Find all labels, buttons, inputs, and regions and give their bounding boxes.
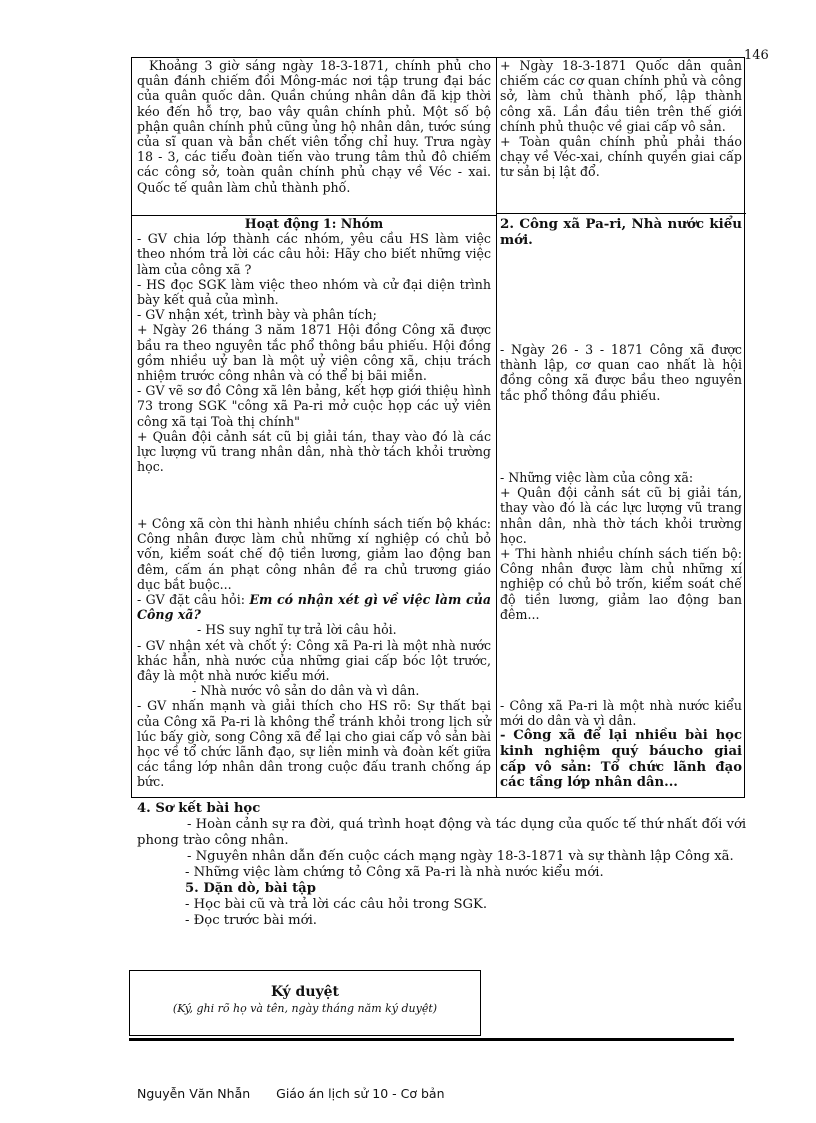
uprising-paragraph: Khoảng 3 giờ sáng ngày 18-3-1871, chính phủ cho quân đánh chiếm đồi Mông-mác nơi tập trung đại bác của quân quốc dân. Quần chúng nhân dân đã kịp thời kéo đến hỗ trợ, bao vây quân chính phủ. Một số bộ phận quân chính phủ cũng ủng hộ nhân dân, tước súng của sĩ quan và bắn chết viên tổng chỉ huy. Trưa ngày 18 - 3, các tiểu đoàn tiến vào trung tâm thủ đô chiếm các công sở, toàn quân chính phủ chạy về Véc - xai. Quốc tế quân làm chủ thành phố. bbox=[137, 58, 491, 195]
question-prefix: - GV đặt câu hỏi: bbox=[137, 592, 250, 608]
summary-item: - Hoàn cảnh sự ra đời, quá trình hoạt động và tác dụng của quốc tế thứ nhất đối với phong trào công nhân. bbox=[137, 817, 747, 848]
approval-title: Ký duyệt bbox=[270, 984, 340, 1000]
column-divider bbox=[496, 58, 497, 797]
page-number: 146 bbox=[744, 48, 769, 63]
activity-heading: Hoạt động 1: Nhóm bbox=[244, 216, 384, 231]
activity-instruction: - GV chia lớp thành các nhóm, yêu cầu HS làm việc theo nhóm trả lời các câu hỏi: Hãy cho biết những việc làm của công xã ? bbox=[137, 231, 491, 277]
retreat-paragraph: + Toàn quân chính phủ phải tháo chạy về Véc-xai, chính quyền giai cấp tư sản bị lật đổ. bbox=[500, 134, 742, 180]
homework-item: - Học bài cũ và trả lời các câu hỏi trong SGK. bbox=[185, 897, 488, 912]
student-task: - HS đọc SGK làm việc theo nhóm và cử đại diện trình bày kết quả của mình. bbox=[137, 276, 491, 308]
teacher-remark: - GV nhận xét, trình bày và phân tích; bbox=[137, 307, 377, 323]
lesson-table bbox=[131, 57, 745, 798]
summary-item: - Những việc làm chứng tỏ Công xã Pa-ri là nhà nước kiểu mới. bbox=[185, 865, 604, 880]
section-4 bbox=[137, 801, 767, 929]
section-4-heading: 4. Sơ kết bài học bbox=[137, 801, 261, 816]
footer-rule bbox=[129, 1038, 734, 1041]
section-5-heading: 5. Dặn dò, bài tập bbox=[185, 881, 316, 896]
student-answer: - HS suy nghĩ tự trả lời câu hỏi. bbox=[197, 622, 397, 638]
commune-action-police: + Quân đội cảnh sát cũ bị giải tán, thay vào đó là các lực lượng vũ trang nhân dân, nhà thờ tách khỏi trường học. bbox=[500, 485, 742, 546]
policies-paragraph: + Công xã còn thi hành nhiều chính sách tiến bộ khác: Công nhân được làm chủ những xí nghiệp có chủ bỏ vốn, kiểm soát chế độ tiền lương, giảm lao động ban đêm, cấm án phạt công nhân đề ra chủ trương giáo dục bắt buộc... bbox=[137, 516, 491, 592]
approval-subtitle: (Ký, ghi rõ họ và tên, ngày tháng năm ký duyệt) bbox=[172, 1002, 438, 1015]
approval-box bbox=[129, 970, 481, 1036]
failure-explanation: - GV nhấn mạnh và giải thích cho HS rõ: Sự thất bại của Công xã Pa-ri là không thể tránh khỏi trong lịch sử lúc bấy giờ, song Công xã để lại cho giai cấp vô sản bài học về tổ chức lãnh đạo, sự liên minh và đoàn kết giữa các tầng lớp nhân dân trong cuộc đấu tranh chống áp bức. bbox=[137, 698, 491, 790]
council-paragraph: + Ngày 26 tháng 3 năm 1871 Hội đồng Công xã được bầu ra theo nguyên tắc phổ thông bầu phiếu. Hội đồng gồm nhiều uỷ ban là một uỷ viên công xã, chịu trách nhiệm trước công nhân và có thể bị bãi miễn. bbox=[137, 322, 491, 384]
commune-action-policies: + Thi hành nhiều chính sách tiến bộ: Công nhân được làm chủ những xí nghiệp có chủ bỏ trốn, kiểm soát chế độ tiền lương, giảm lao động ban đêm... bbox=[500, 546, 742, 622]
takeover-paragraph: + Ngày 18-3-1871 Quốc dân quân chiếm các cơ quan chính phủ và công sở, làm chủ thành phố, lập thành công xã. Lần đầu tiên trên thế giới chính phủ thuộc về giai cấp vô sản. bbox=[500, 58, 742, 134]
police-paragraph: + Quân đội cảnh sát cũ bị giải tán, thay vào đó là các lực lượng vũ trang nhân dân, nhà thờ tách khỏi trường học. bbox=[137, 428, 491, 475]
teacher-question bbox=[137, 592, 491, 622]
lessons-summary: - Công xã để lại nhiều bài học kinh nghiệm quý báucho giai cấp vô sản: Tổ chức lãnh đạo các tầng lớp nhân dân... bbox=[500, 728, 742, 791]
homework-item: - Đọc trước bài mới. bbox=[185, 913, 317, 928]
summary-item: - Nguyên nhân dẫn đến cuộc cách mạng ngày 18-3-1871 và sự thành lập Công xã. bbox=[187, 849, 734, 864]
question-text: Em có nhận xét gì về việc làm của Công xã? bbox=[137, 592, 491, 623]
commune-actions-title: - Những việc làm của công xã: bbox=[500, 470, 694, 485]
footer bbox=[137, 1086, 445, 1101]
state-of-people: - Nhà nước vô sản do dân và vì dân. bbox=[192, 683, 420, 699]
diagram-paragraph: - GV vẽ sơ đồ Công xã lên bảng, kết hợp giới thiệu hình 73 trong SGK "công xã Pa-ri mở cuộc họp các uỷ viên công xã tại Toà thị chính" bbox=[137, 383, 491, 429]
commune-founded: - Ngày 26 - 3 - 1871 Công xã được thành lập, cơ quan cao nhất là hội đồng công xã được bầu theo nguyên tắc phổ thông đầu phiếu. bbox=[500, 342, 742, 403]
right-cell-divider bbox=[496, 213, 746, 214]
footer-author: Nguyễn Văn Nhẫn bbox=[137, 1086, 251, 1101]
section-heading: 2. Công xã Pa-ri, Nhà nước kiểu mới. bbox=[500, 216, 742, 248]
new-state-summary: - Công xã Pa-ri là một nhà nước kiểu mới do dân và vì dân. bbox=[500, 698, 742, 729]
teacher-conclusion: - GV nhận xét và chốt ý: Công xã Pa-ri là một nhà nước khác hẳn, nhà nước của những giai cấp bóc lột trước, đây là một nhà nước kiểu mới. bbox=[137, 637, 491, 684]
footer-course: Giáo án lịch sử 10 - Cơ bản bbox=[276, 1086, 445, 1101]
